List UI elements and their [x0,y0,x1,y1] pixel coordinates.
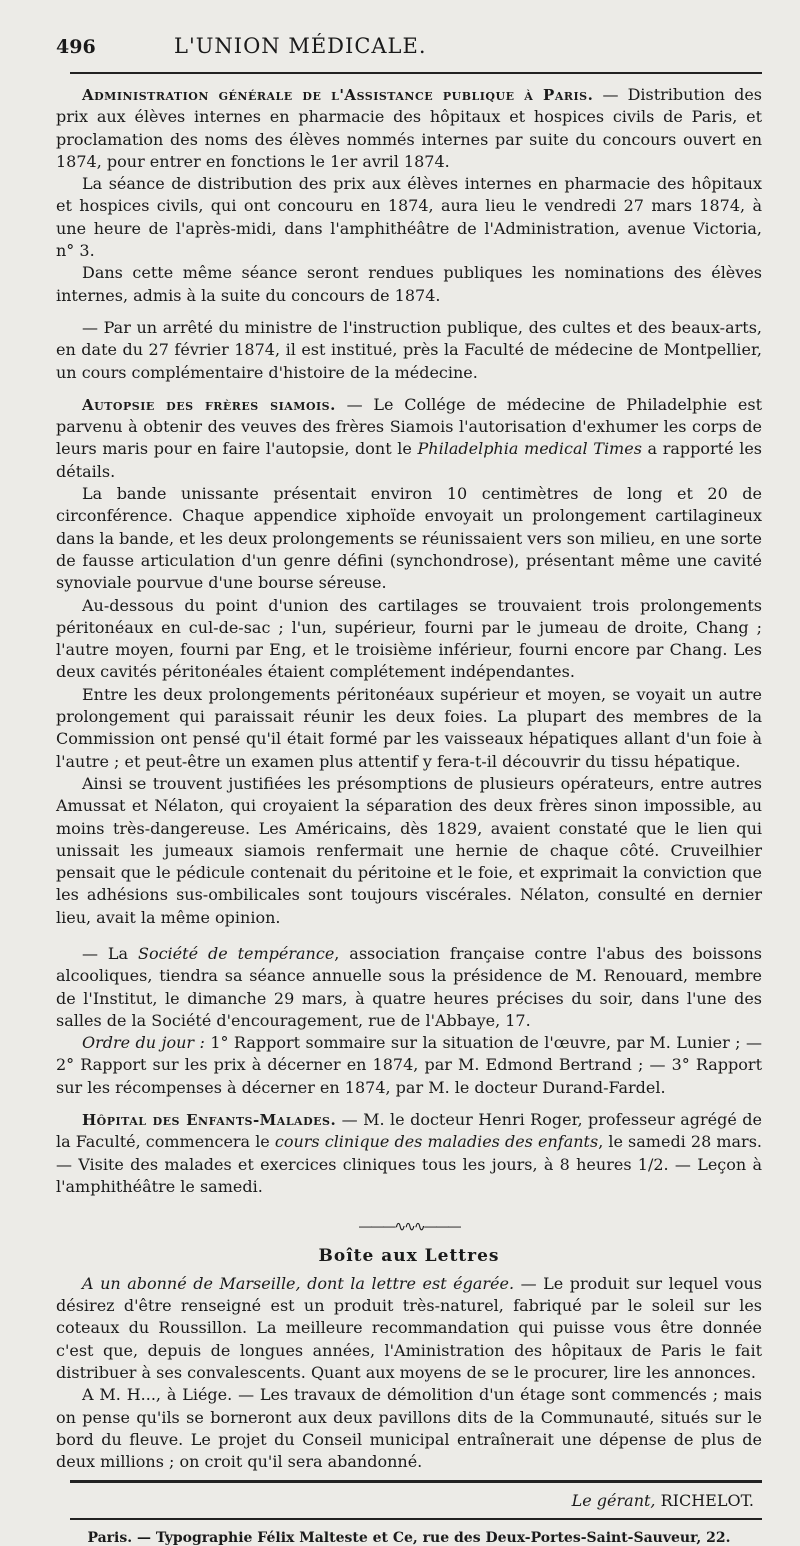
section-lead: Autopsie des frères siamois. [82,395,336,414]
course-title: cours clinique des maladies des enfants [274,1132,599,1152]
paragraph-letter-marseille [56,1273,762,1384]
paragraph-text: — Distribution des prix aux élèves internes en pharmacie des hôpitaux et hospices civils de Paris, et proclamation des noms des élèves nommés internes par suite du concours ouvert en 1874, pour entrer en fonctions le 1er avril 1874. [56,85,763,171]
paragraph-text: — Le Collége de médecine de Philadelphie est parvenu à obtenir des veuves des frères Siamois l'autorisation d'exhumer les corps de leurs maris pour en faire l'autopsie, dont le [56,394,763,459]
paragraph-montpellier: — Par un arrêté du ministre de l'instruction publique, des cultes et des beaux-arts, en date du 27 février 1874, il est institué, près la Faculté de médecine de Montpellier, un cours complémentaire d'histoire de la médecine. [56,317,762,382]
paragraph-text: 1° Rapport sommaire sur la situation de l'œuvre, par M. Lunier ; — 2° Rapport sur les prix à décerner en 1874, par M. Edmond Bertrand ; — 3° Rapport sur les récompenses à décerner en 1874, par M. le docteur Durand-Fardel. [56,1033,762,1097]
article-body [56,84,762,1474]
paragraph-text: — Le produit sur lequel vous désirez d'être renseigné est un produit très-naturel, fabriqué par le soleil sur les coteaux du Roussillon. La meilleure recommandation qui puisse vous être donnée c'est que, depuis de longues années, l'Aministration des hôpitaux de Paris le fait distribuer à ses convalescents. Quant aux moyens de se le procurer, lire les annonces. [56,1273,763,1383]
paragraph-text: — M. le docteur Henri Roger, professeur agrégé de la Faculté, commencera le [56,1110,763,1152]
paragraph-ordre-du-jour [56,1032,762,1099]
paragraph-temperance [56,943,762,1032]
paragraph-letter-liege: A M. H..., à Liége. — Les travaux de démolition d'un étage sont commencés ; mais on pense qu'ils se borneront aux deux pavillons dits de la Communauté, situés sur le bord du fleuve. Le projet du Conseil municipal entraînerait une dépense de plus de deux millions ; on croit qu'il sera abandonné. [56,1385,762,1472]
running-title: L'UNION MÉDICALE. [174,34,427,58]
agenda-lead: Ordre du jour : [82,1033,205,1053]
footer-rule [70,1518,762,1520]
signature-rule [70,1480,762,1483]
signature [56,1491,754,1510]
section-lead: Administration générale de l'Assistance publique à Paris. [82,86,594,104]
letter-lead: A un abonné de Marseille, dont la lettre est égarée. [82,1273,515,1293]
paragraph-siamois [56,394,762,483]
paragraph: Entre les deux prolongements péritonéaux supérieur et moyen, se voyait un autre prolongement qui paraissait réunir les deux foies. La plupart des membres de la Commission ont pensé qu'il était formé par les vaisseaux hépatiques allant d'un foie à l'autre ; et peut-être un examen plus attentif y fera-t-il découvrir du tissu hépatique. [56,684,762,771]
journal-title: Philadelphia medical Times [417,439,642,459]
section-title-boite-aux-lettres: Boîte aux Lettres [318,1245,500,1266]
paragraph: La séance de distribution des prix aux élèves internes en pharmacie des hôpitaux et hospices civils, qui ont concouru en 1874, aura lieu le vendredi 27 mars 1874, à une heure de l'après-midi, dans l'amphithéâtre de l'Administration, avenue Victoria, n° 3. [56,174,762,261]
signature-name: RICHELOT. [660,1490,754,1510]
section-lead: Hôpital des Enfants-Malades. [82,1111,337,1130]
society-name: Société de tempérance [138,943,335,963]
paragraph-enfants-malades [56,1109,762,1198]
page-number: 496 [56,36,96,58]
header-rule [70,72,762,74]
page-header [56,34,762,62]
paragraph-assistance-publique [56,84,762,173]
paragraph-text: — La [82,943,138,963]
ornament-divider: ———∿∿∿——— [358,1219,460,1236]
paragraph: Au-dessous du point d'union des cartilages se trouvaient trois prolongements péritonéaux en cul-de-sac ; l'un, supérieur, fourni par le jumeau de droite, Chang ; l'autre moyen, fourni par Eng, et le troisième inférieur, fourni encore par Chang. Les deux cavités péritonéales étaient complétement indépendantes. [56,595,762,682]
paragraph-text: , association française contre l'abus des boissons alcooliques, tiendra sa séance annuelle sous la présidence de M. Renouard, membre de l'Institut, le dimanche 29 mars, à quatre heures précises du soir, dans l'une des salles de la Société d'encouragement, rue de l'Abbaye, 17. [56,943,762,1030]
signature-label: Le gérant, [571,1490,656,1510]
paragraph: Dans cette même séance seront rendues publiques les nominations des élèves internes, admis à la suite du concours de 1874. [56,263,762,305]
printer-imprint: Paris. — Typographie Félix Malteste et Ce, rue des Deux-Portes-Saint-Sauveur, 22. [87,1529,731,1546]
paragraph-text: a rapporté les détails. [56,439,762,481]
paragraph-text: , le samedi 28 mars. — Visite des malades et exercices cliniques tous les jours, à 8 heures 1/2. — Leçon à l'amphithéâtre le samedi. [56,1132,763,1196]
paragraph: La bande unissante présentait environ 10 centimètres de long et 20 de circonférence. Chaque appendice xiphoïde envoyait un prolongement cartilagineux dans la bande, et les deux prolongements se réunissaient vers son milieu, en une sorte de fausse articulation d'un genre défini (synchondrose), présentant même une cavité synoviale pourvue d'une bourse séreuse. [56,484,762,593]
paragraph: Ainsi se trouvent justifiées les présomptions de plusieurs opérateurs, entre autres Amussat et Nélaton, qui croyaient la séparation des deux frères sinon impossible, au moins très-dangereuse. Les Américains, dès 1829, avaient constaté que le lien qui unissait les jumeaux siamois renfermait une hernie de chaque côté. Cruveilhier pensait que le pédicule contenait du péritoine et le foie, et exprimait la conviction que les adhésions sus-ombilicales sont toujours viscérales. Nélaton, consulté en dernier lieu, avait la même opinion. [56,773,762,927]
